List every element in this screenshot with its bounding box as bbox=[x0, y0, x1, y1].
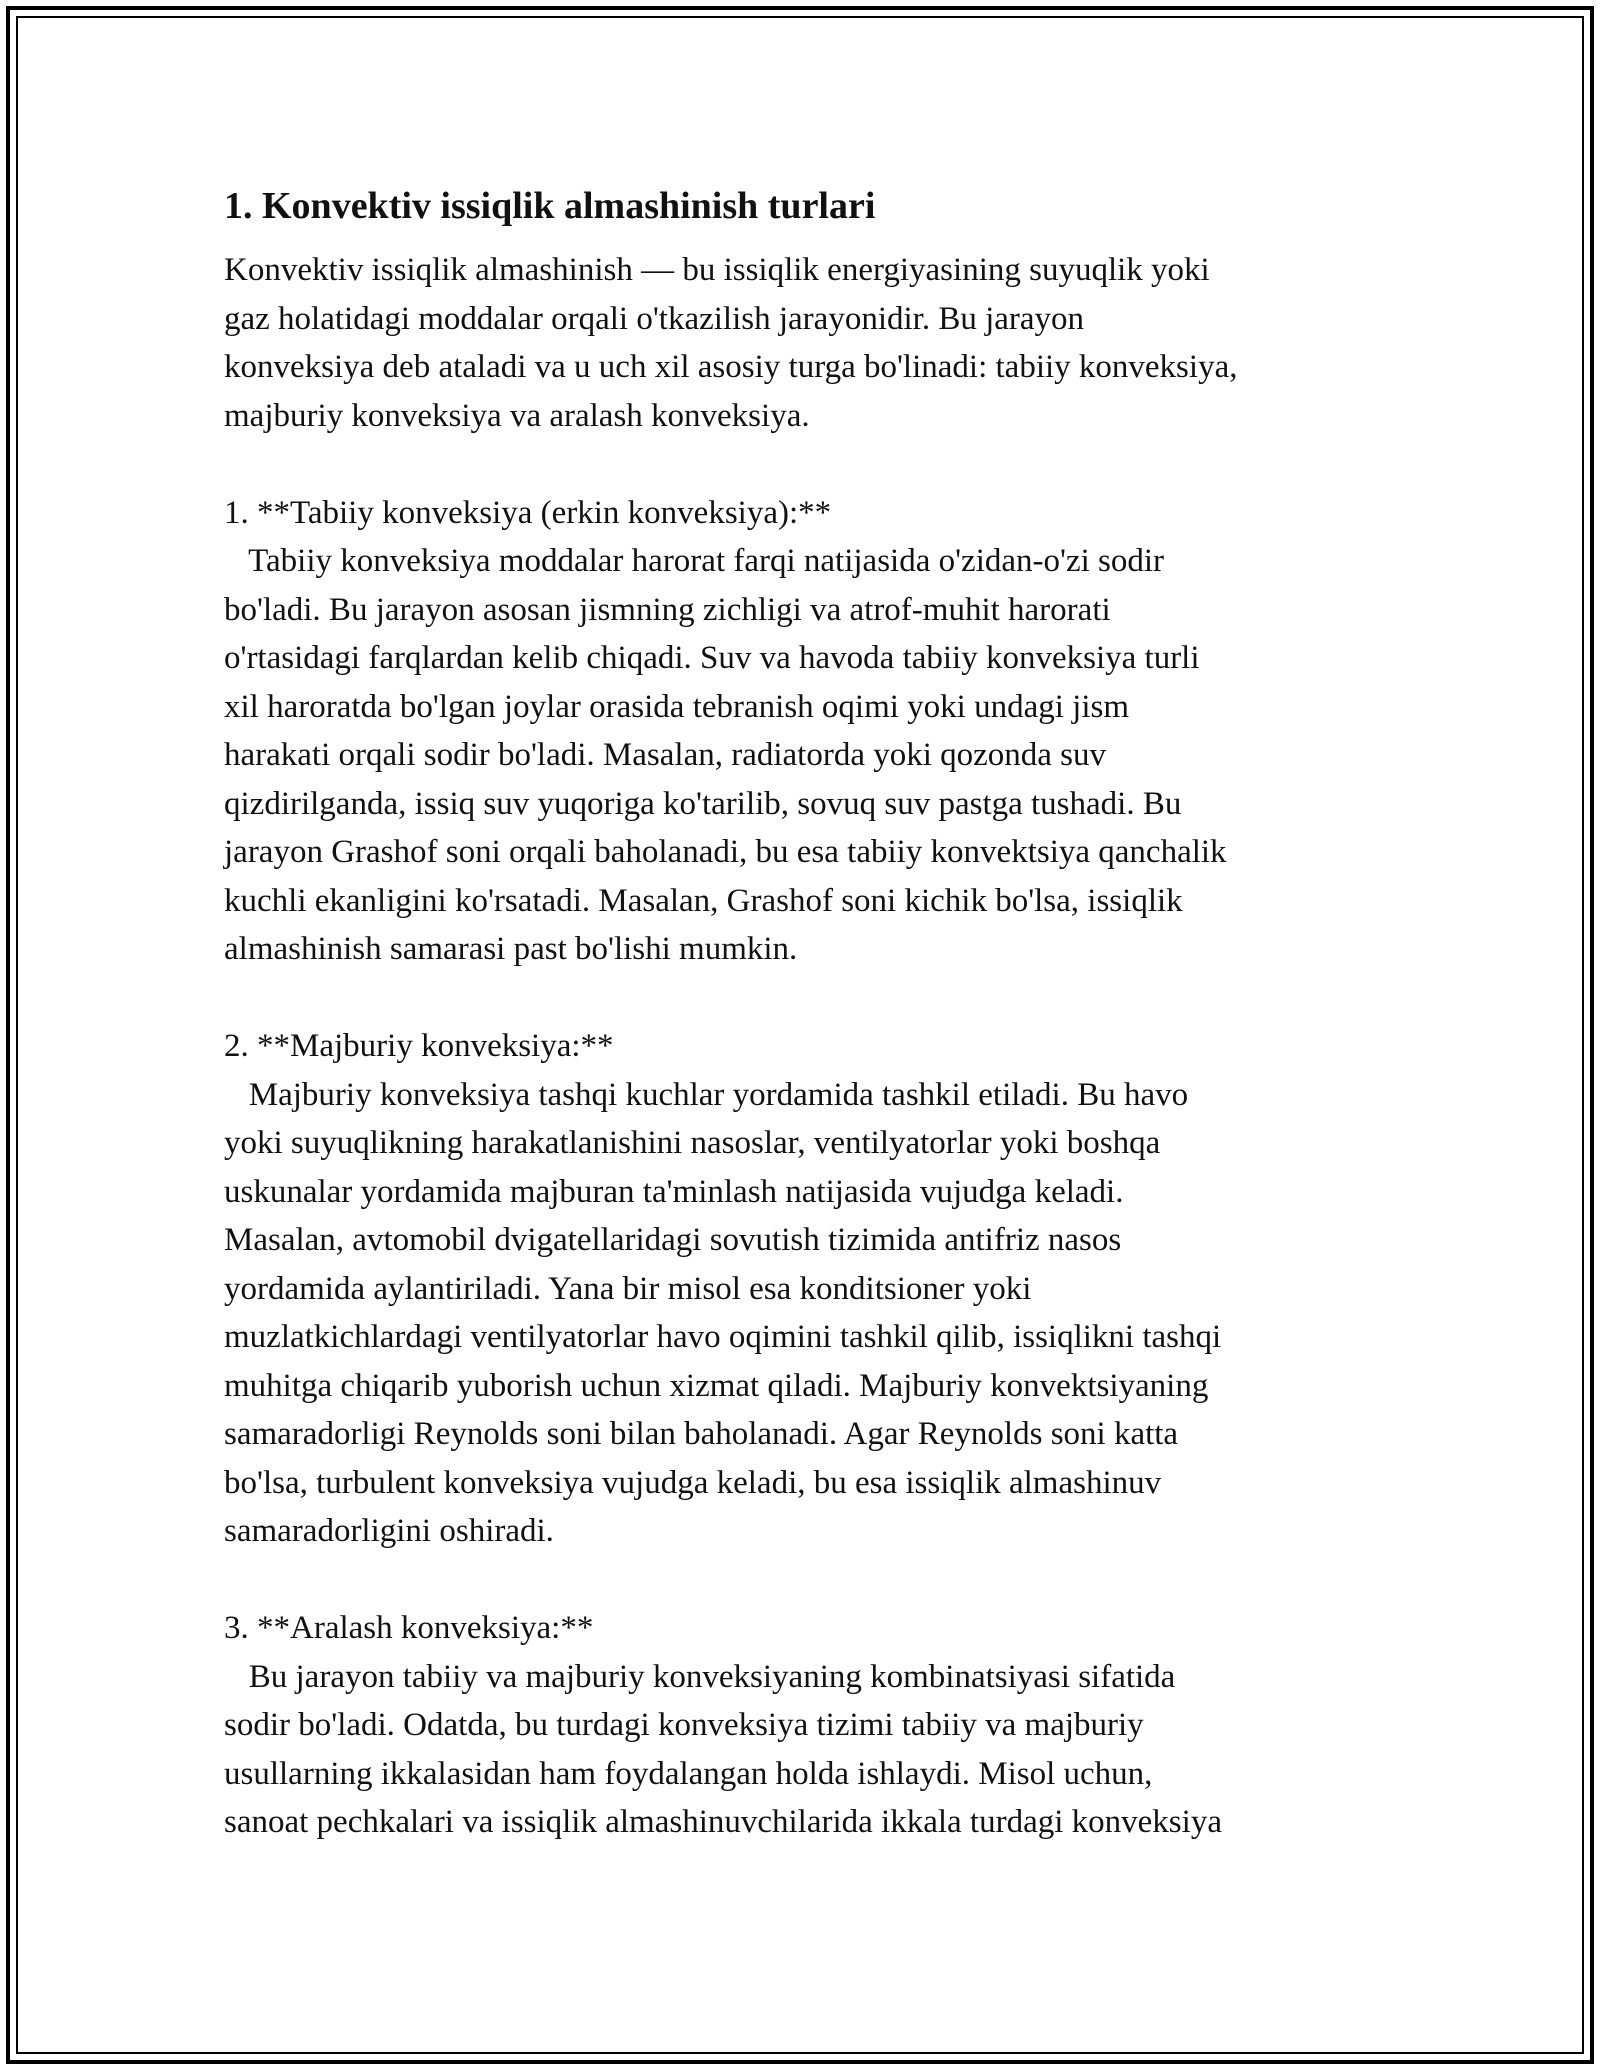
section-heading: 1. **Tabiiy konveksiya (erkin konveksiya):** bbox=[224, 494, 832, 531]
paragraph-gap bbox=[224, 1556, 1364, 1605]
document-body bbox=[224, 182, 1364, 1847]
text-line: Konvektiv issiqlik almashinish — bu issiqlik energiyasining suyuqlik yoki bbox=[224, 252, 1210, 288]
text-line: Bu jarayon tabiiy va majburiy konveksiyaning kombinatsiyasi sifatida bbox=[224, 1658, 1176, 1695]
text-line: uskunalar yordamida majburan ta'minlash natijasida vujudga keladi. bbox=[224, 1173, 1124, 1210]
text-line: yoki suyuqlikning harakatlanishini nasoslar, ventilyatorlar yoki boshqa bbox=[224, 1125, 1161, 1161]
section-forced-convection bbox=[224, 1022, 1364, 1556]
text-line: samaradorligini oshiradi. bbox=[224, 1513, 554, 1549]
text-line: bo'lsa, turbulent konveksiya vujudga keladi, bu esa issiqlik almashinuv bbox=[224, 1464, 1162, 1501]
text-line: xil haroratda bo'lgan joylar orasida tebranish oqimi yoki undagi jism bbox=[224, 688, 1130, 725]
text-line: bo'ladi. Bu jarayon asosan jismning zichligi va atrof-muhit harorati bbox=[224, 591, 1111, 628]
text-line: Majburiy konveksiya tashqi kuchlar yordamida tashkil etiladi. Bu havo bbox=[224, 1076, 1189, 1113]
section-heading: 2. **Majburiy konveksiya:** bbox=[224, 1028, 614, 1064]
text-line: usullarning ikkalasidan ham foydalangan holda ishlaydi. Misol uchun, bbox=[224, 1755, 1153, 1792]
paragraph-gap bbox=[224, 440, 1364, 489]
section-mixed-convection bbox=[224, 1604, 1364, 1847]
page-title: 1. Konvektiv issiqlik almashinish turlari bbox=[224, 185, 876, 227]
text-line: sodir bo'ladi. Odatda, bu turdagi konveksiya tizimi tabiiy va majburiy bbox=[224, 1707, 1144, 1743]
text-line: kuchli ekanligini ko'rsatadi. Masalan, Grashof soni kichik bo'lsa, issiqlik bbox=[224, 882, 1183, 919]
text-line: konveksiya deb ataladi va u uch xil asosiy turga bo'linadi: tabiiy konveksiya, bbox=[224, 349, 1238, 385]
text-line: harakati orqali sodir bo'ladi. Masalan, radiatorda yoki qozonda suv bbox=[224, 737, 1107, 773]
text-line: majburiy konveksiya va aralash konveksiya. bbox=[224, 397, 810, 434]
text-line: yordamida aylantiriladi. Yana bir misol esa konditsioner yoki bbox=[224, 1270, 1032, 1307]
text-line: muhitga chiqarib yuborish uchun xizmat qiladi. Majburiy konvektsiyaning bbox=[224, 1367, 1209, 1404]
text-line: Tabiiy konveksiya moddalar harorat farqi natijasida o'zidan-o'zi sodir bbox=[224, 543, 1165, 579]
text-line: muzlatkichlardagi ventilyatorlar havo oqimini tashkil qilib, issiqlikni tashqi bbox=[224, 1319, 1222, 1355]
text-line: gaz holatidagi moddalar orqali o'tkazilish jarayonidir. Bu jarayon bbox=[224, 300, 1085, 337]
paragraph-gap bbox=[224, 974, 1364, 1023]
section-heading: 3. **Aralash konveksiya:** bbox=[224, 1610, 594, 1646]
text-line: sanoat pechkalari va issiqlik almashinuvchilarida ikkala turdagi konveksiya bbox=[224, 1804, 1222, 1840]
text-line: qizdirilganda, issiq suv yuqoriga ko'tarilib, sovuq suv pastga tushadi. Bu bbox=[224, 785, 1182, 822]
text-line: almashinish samarasi past bo'lishi mumkin. bbox=[224, 931, 798, 967]
section-natural-convection bbox=[224, 489, 1364, 974]
text-line: o'rtasidagi farqlardan kelib chiqadi. Suv va havoda tabiiy konveksiya turli bbox=[224, 640, 1200, 676]
text-line: samaradorligi Reynolds soni bilan baholanadi. Agar Reynolds soni katta bbox=[224, 1416, 1179, 1452]
text-line: Masalan, avtomobil dvigatellaridagi sovutish tizimida antifriz nasos bbox=[224, 1222, 1122, 1258]
text-line: jarayon Grashof soni orqali baholanadi, bu esa tabiiy konvektsiya qanchalik bbox=[224, 834, 1227, 870]
intro-paragraph bbox=[224, 246, 1364, 440]
